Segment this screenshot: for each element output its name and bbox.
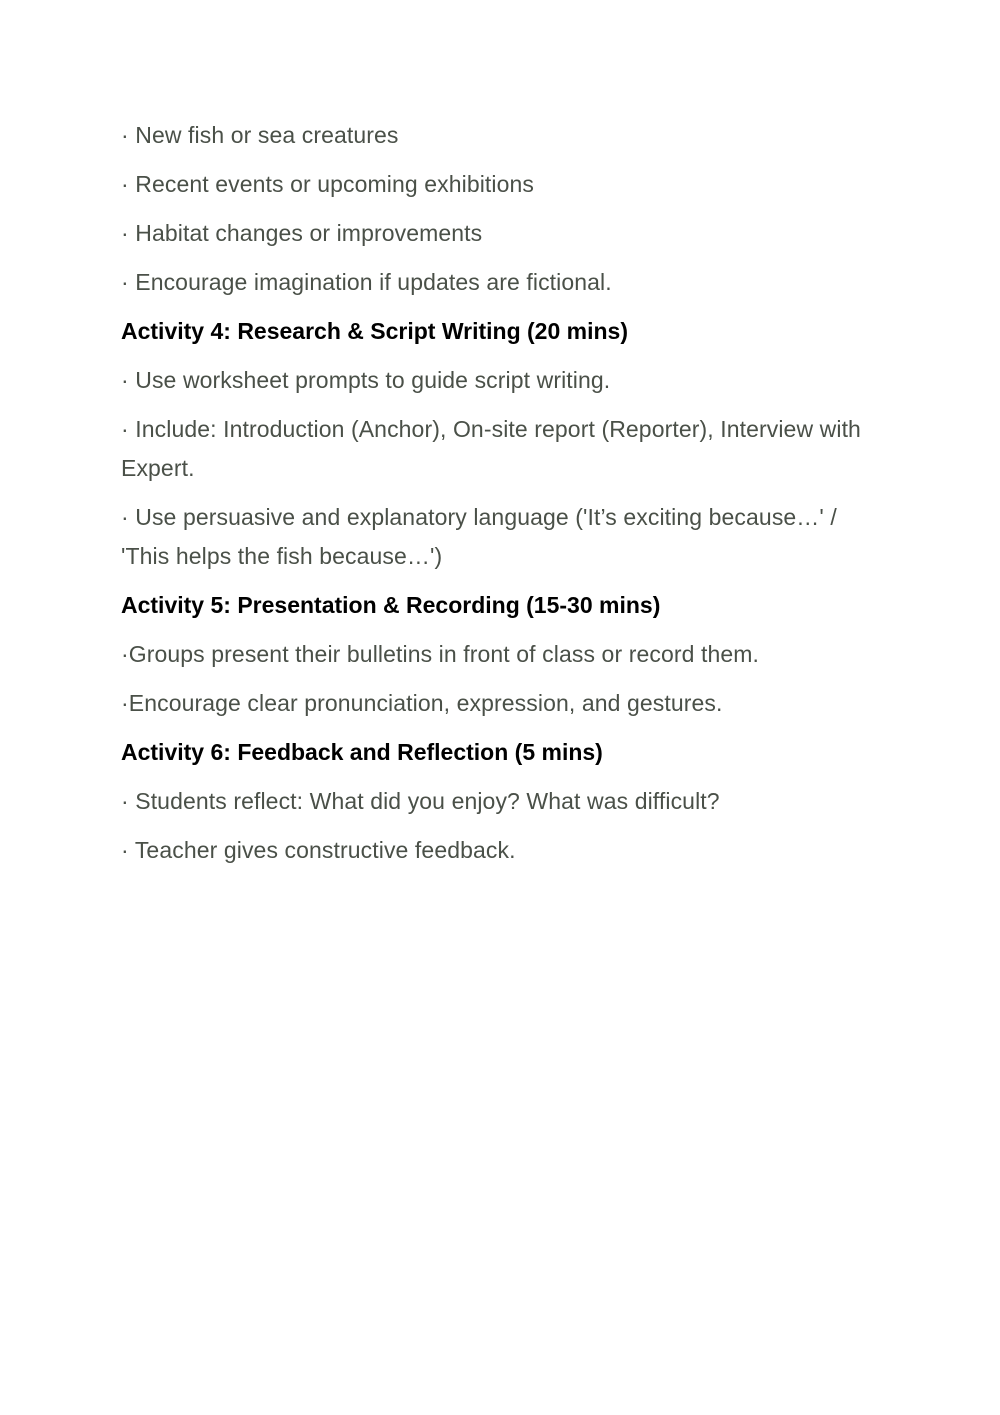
activity-6-heading: Activity 6: Feedback and Reflection (5 mins) <box>121 739 603 765</box>
activity-5-bullet-groups: ·Groups present their bulletins in front of class or record them. <box>121 641 759 667</box>
activity-4-bullet-include: · Include: Introduction (Anchor), On-site report (Reporter), Interview with Expert. <box>121 416 861 481</box>
bullet-new-fish: · New fish or sea creatures <box>121 122 399 148</box>
document-page <box>121 116 891 880</box>
activity-5-heading: Activity 5: Presentation & Recording (15-30 mins) <box>121 592 661 618</box>
activity-4-heading: Activity 4: Research & Script Writing (20 mins) <box>121 318 628 344</box>
activity-5-bullet-pronunciation: ·Encourage clear pronunciation, expression, and gestures. <box>121 690 723 716</box>
activity-6-bullet-feedback: · Teacher gives constructive feedback. <box>121 837 516 863</box>
bullet-encourage-imagination: · Encourage imagination if updates are fictional. <box>121 269 612 295</box>
activity-4-bullet-language: · Use persuasive and explanatory language ('It’s exciting because…' / 'This helps the fish because…') <box>121 504 837 569</box>
activity-4-bullet-worksheet: · Use worksheet prompts to guide script writing. <box>121 367 611 393</box>
bullet-recent-events: · Recent events or upcoming exhibitions <box>121 171 535 197</box>
activity-6-bullet-reflect: · Students reflect: What did you enjoy? What was difficult? <box>121 788 720 814</box>
bullet-habitat-changes: · Habitat changes or improvements <box>121 220 483 246</box>
